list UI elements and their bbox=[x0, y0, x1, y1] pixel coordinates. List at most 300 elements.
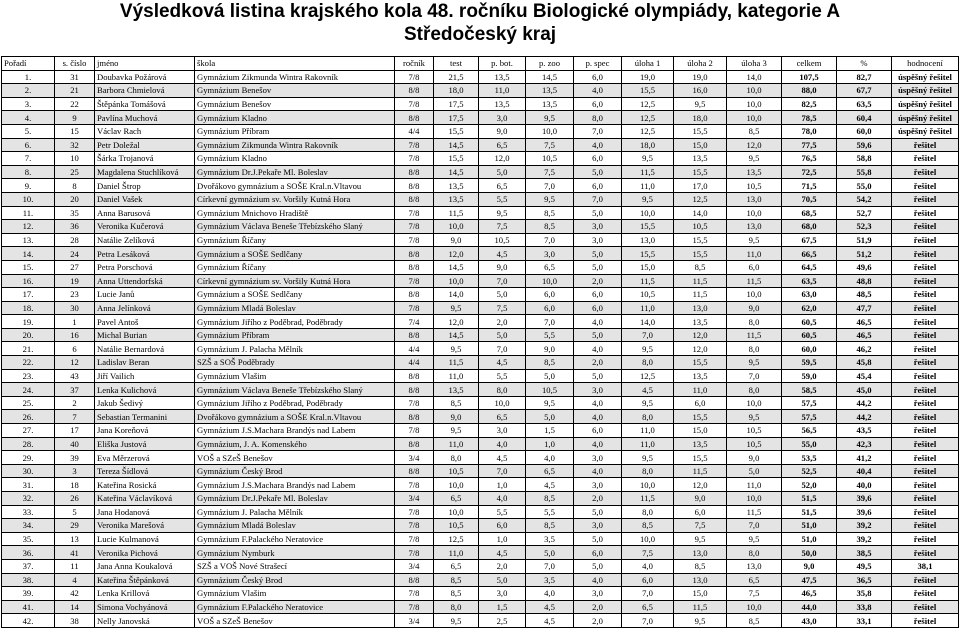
cell-p-spec: 2,0 bbox=[574, 356, 622, 370]
table-row bbox=[2, 505, 959, 519]
cell-total: 77,5 bbox=[782, 138, 837, 152]
cell-task2: 13,5 bbox=[674, 315, 727, 329]
table-header-row bbox=[2, 57, 959, 71]
cell-name: Lenka Krillová bbox=[95, 587, 195, 601]
cell-name: Sebastian Termanini bbox=[95, 410, 195, 424]
table-row bbox=[2, 206, 959, 220]
cell-school: Dvořákovo gymnázium a SOŠE Kral.n.Vltavou bbox=[195, 179, 395, 193]
cell-p-spec: 6,0 bbox=[574, 70, 622, 84]
cell-total: 62,0 bbox=[782, 301, 837, 315]
cell-task3: 10,5 bbox=[727, 437, 782, 451]
cell-name: Daniel Vašek bbox=[95, 192, 195, 206]
cell-percent: 39,6 bbox=[837, 505, 892, 519]
cell-name: Nelly Janovská bbox=[95, 614, 195, 628]
cell-task3: 13,5 bbox=[727, 165, 782, 179]
cell-task2: 13,5 bbox=[674, 369, 727, 383]
table-row bbox=[2, 478, 959, 492]
cell-p-spec: 6,0 bbox=[574, 97, 622, 111]
cell-year: 7/8 bbox=[395, 478, 434, 492]
cell-task1: 8,0 bbox=[622, 505, 674, 519]
cell-task3: 8,0 bbox=[727, 546, 782, 560]
cell-task2: 11,5 bbox=[674, 464, 727, 478]
cell-number: 26 bbox=[55, 492, 95, 506]
cell-rank: 20. bbox=[2, 328, 55, 342]
cell-task3: 9,5 bbox=[727, 233, 782, 247]
results-table bbox=[1, 56, 959, 628]
cell-task1: 8,0 bbox=[622, 356, 674, 370]
cell-percent: 44,2 bbox=[837, 410, 892, 424]
cell-number: 38 bbox=[55, 614, 95, 628]
cell-year: 8/8 bbox=[395, 369, 434, 383]
cell-p-bot: 10,5 bbox=[479, 233, 526, 247]
cell-p-spec: 3,0 bbox=[574, 233, 622, 247]
cell-rank: 10. bbox=[2, 192, 55, 206]
cell-rating: řešitel bbox=[892, 505, 959, 519]
table-row bbox=[2, 288, 959, 302]
cell-percent: 49,5 bbox=[837, 559, 892, 573]
header-uloha1: úloha 1 bbox=[622, 57, 674, 71]
cell-p-spec: 6,0 bbox=[574, 301, 622, 315]
cell-rank: 38. bbox=[2, 573, 55, 587]
cell-p-spec: 5,0 bbox=[574, 260, 622, 274]
cell-name: Natálie Zelíková bbox=[95, 233, 195, 247]
cell-p-bot: 6,5 bbox=[479, 179, 526, 193]
table-row bbox=[2, 410, 959, 424]
cell-rating: řešitel bbox=[892, 301, 959, 315]
cell-p-zoo: 7,5 bbox=[526, 165, 574, 179]
cell-number: 35 bbox=[55, 206, 95, 220]
table-row bbox=[2, 437, 959, 451]
cell-task1: 11,5 bbox=[622, 165, 674, 179]
cell-rank: 12. bbox=[2, 220, 55, 234]
cell-number: 30 bbox=[55, 301, 95, 315]
cell-task2: 13,0 bbox=[674, 546, 727, 560]
cell-p-zoo: 5,5 bbox=[526, 505, 574, 519]
cell-total: 9,0 bbox=[782, 559, 837, 573]
cell-task2: 6,0 bbox=[674, 505, 727, 519]
cell-task2: 13,0 bbox=[674, 573, 727, 587]
cell-p-spec: 6,0 bbox=[574, 546, 622, 560]
cell-p-bot: 6,5 bbox=[479, 138, 526, 152]
cell-task1: 10,0 bbox=[622, 478, 674, 492]
cell-task1: 12,5 bbox=[622, 369, 674, 383]
cell-percent: 36,5 bbox=[837, 573, 892, 587]
cell-task3: 8,5 bbox=[727, 614, 782, 628]
table-row bbox=[2, 233, 959, 247]
cell-task3: 8,0 bbox=[727, 315, 782, 329]
cell-task2: 18,0 bbox=[674, 111, 727, 125]
cell-total: 76,5 bbox=[782, 152, 837, 166]
header-test: test bbox=[434, 57, 479, 71]
header-poradi: Pořadí bbox=[2, 57, 55, 71]
cell-p-bot: 3,0 bbox=[479, 587, 526, 601]
cell-rating: řešitel bbox=[892, 478, 959, 492]
cell-p-spec: 5,0 bbox=[574, 532, 622, 546]
cell-task1: 11,0 bbox=[622, 301, 674, 315]
cell-test: 9,0 bbox=[434, 233, 479, 247]
cell-rating: úspěšný řešitel bbox=[892, 124, 959, 138]
cell-name: Veronika Marešová bbox=[95, 519, 195, 533]
cell-rank: 16. bbox=[2, 274, 55, 288]
cell-task1: 9,5 bbox=[622, 152, 674, 166]
cell-rank: 32. bbox=[2, 492, 55, 506]
cell-p-bot: 6,0 bbox=[479, 519, 526, 533]
cell-year: 3/4 bbox=[395, 559, 434, 573]
cell-p-zoo: 8,5 bbox=[526, 519, 574, 533]
cell-school: Gymnázium J. Palacha Mělník bbox=[195, 505, 395, 519]
cell-year: 8/8 bbox=[395, 573, 434, 587]
cell-percent: 54,2 bbox=[837, 192, 892, 206]
cell-percent: 52,3 bbox=[837, 220, 892, 234]
cell-p-bot: 4,5 bbox=[479, 356, 526, 370]
cell-school: SZŠ a SOŠ Poděbrady bbox=[195, 356, 395, 370]
table-row bbox=[2, 165, 959, 179]
cell-task2: 15,5 bbox=[674, 410, 727, 424]
cell-p-zoo: 4,0 bbox=[526, 451, 574, 465]
cell-name: Kateřina Štěpánková bbox=[95, 573, 195, 587]
cell-test: 6,5 bbox=[434, 492, 479, 506]
cell-test: 9,5 bbox=[434, 424, 479, 438]
cell-name: Eva Měrzerová bbox=[95, 451, 195, 465]
cell-task1: 15,5 bbox=[622, 84, 674, 98]
cell-year: 8/8 bbox=[395, 192, 434, 206]
cell-total: 57,5 bbox=[782, 396, 837, 410]
cell-number: 25 bbox=[55, 165, 95, 179]
cell-total: 71,5 bbox=[782, 179, 837, 193]
cell-percent: 52,7 bbox=[837, 206, 892, 220]
cell-rank: 23. bbox=[2, 369, 55, 383]
cell-total: 50,0 bbox=[782, 546, 837, 560]
cell-task2: 15,5 bbox=[674, 233, 727, 247]
cell-task3: 10,0 bbox=[727, 111, 782, 125]
cell-year: 8/8 bbox=[395, 464, 434, 478]
cell-task2: 15,5 bbox=[674, 165, 727, 179]
cell-number: 16 bbox=[55, 328, 95, 342]
cell-school: Gymnázium Václava Beneše Třebízského Slaný bbox=[195, 220, 395, 234]
cell-rating: řešitel bbox=[892, 220, 959, 234]
cell-task3: 11,0 bbox=[727, 478, 782, 492]
table-row bbox=[2, 573, 959, 587]
cell-year: 7/8 bbox=[395, 206, 434, 220]
cell-number: 14 bbox=[55, 600, 95, 614]
table-row bbox=[2, 315, 959, 329]
cell-p-zoo: 10,5 bbox=[526, 152, 574, 166]
table-row bbox=[2, 532, 959, 546]
cell-task3: 6,0 bbox=[727, 260, 782, 274]
cell-total: 52,0 bbox=[782, 478, 837, 492]
cell-percent: 82,7 bbox=[837, 70, 892, 84]
cell-rating: řešitel bbox=[892, 152, 959, 166]
cell-year: 7/8 bbox=[395, 519, 434, 533]
cell-year: 8/8 bbox=[395, 383, 434, 397]
cell-rating: řešitel bbox=[892, 383, 959, 397]
cell-percent: 48,8 bbox=[837, 274, 892, 288]
cell-percent: 33,8 bbox=[837, 600, 892, 614]
cell-year: 7/8 bbox=[395, 424, 434, 438]
cell-year: 7/8 bbox=[395, 301, 434, 315]
cell-total: 55,0 bbox=[782, 437, 837, 451]
cell-rank: 37. bbox=[2, 559, 55, 573]
cell-school: Gymnázium a SOŠE Sedlčany bbox=[195, 288, 395, 302]
cell-number: 9 bbox=[55, 111, 95, 125]
cell-task2: 19,0 bbox=[674, 70, 727, 84]
cell-task3: 9,5 bbox=[727, 532, 782, 546]
cell-test: 11,0 bbox=[434, 546, 479, 560]
cell-task1: 7,0 bbox=[622, 587, 674, 601]
cell-p-spec: 2,0 bbox=[574, 274, 622, 288]
cell-p-spec: 5,0 bbox=[574, 559, 622, 573]
cell-school: Gymnázium Nymburk bbox=[195, 546, 395, 560]
cell-task2: 10,5 bbox=[674, 220, 727, 234]
cell-p-bot: 5,0 bbox=[479, 165, 526, 179]
cell-task2: 12,0 bbox=[674, 478, 727, 492]
cell-number: 11 bbox=[55, 559, 95, 573]
cell-rank: 24. bbox=[2, 383, 55, 397]
cell-p-bot: 3,0 bbox=[479, 111, 526, 125]
cell-task1: 11,5 bbox=[622, 274, 674, 288]
table-row bbox=[2, 274, 959, 288]
cell-p-spec: 6,0 bbox=[574, 179, 622, 193]
cell-rank: 41. bbox=[2, 600, 55, 614]
cell-school: SZŠ a VOŠ Nové Strašecí bbox=[195, 559, 395, 573]
cell-year: 3/4 bbox=[395, 492, 434, 506]
cell-year: 8/8 bbox=[395, 437, 434, 451]
cell-percent: 59,6 bbox=[837, 138, 892, 152]
cell-task3: 8,0 bbox=[727, 342, 782, 356]
cell-test: 15,5 bbox=[434, 152, 479, 166]
cell-test: 11,5 bbox=[434, 356, 479, 370]
cell-p-bot: 8,0 bbox=[479, 383, 526, 397]
cell-task1: 9,5 bbox=[622, 192, 674, 206]
cell-p-zoo: 6,5 bbox=[526, 260, 574, 274]
cell-year: 8/8 bbox=[395, 111, 434, 125]
cell-rank: 28. bbox=[2, 437, 55, 451]
cell-total: 51,5 bbox=[782, 492, 837, 506]
cell-p-zoo: 9,5 bbox=[526, 192, 574, 206]
cell-rating: řešitel bbox=[892, 260, 959, 274]
cell-p-spec: 6,0 bbox=[574, 152, 622, 166]
cell-rank: 39. bbox=[2, 587, 55, 601]
cell-total: 59,0 bbox=[782, 369, 837, 383]
header-uloha2: úloha 2 bbox=[674, 57, 727, 71]
cell-number: 21 bbox=[55, 84, 95, 98]
cell-p-zoo: 4,5 bbox=[526, 478, 574, 492]
cell-p-bot: 13,5 bbox=[479, 70, 526, 84]
cell-year: 8/8 bbox=[395, 410, 434, 424]
cell-p-zoo: 6,0 bbox=[526, 301, 574, 315]
cell-name: Jana Anna Koukalová bbox=[95, 559, 195, 573]
cell-p-zoo: 5,5 bbox=[526, 328, 574, 342]
cell-task3: 11,0 bbox=[727, 247, 782, 261]
cell-school: Gymnázium, J. A. Komenského bbox=[195, 437, 395, 451]
cell-year: 8/8 bbox=[395, 260, 434, 274]
cell-p-zoo: 7,0 bbox=[526, 179, 574, 193]
cell-number: 12 bbox=[55, 356, 95, 370]
cell-school: Gymnázium J.S.Machara Brandýs nad Labem bbox=[195, 478, 395, 492]
cell-task3: 13,0 bbox=[727, 192, 782, 206]
cell-p-bot: 6,5 bbox=[479, 410, 526, 424]
cell-rating: 38,1 bbox=[892, 559, 959, 573]
cell-rating: řešitel bbox=[892, 369, 959, 383]
cell-rating: řešitel bbox=[892, 600, 959, 614]
cell-rank: 8. bbox=[2, 165, 55, 179]
table-row bbox=[2, 84, 959, 98]
cell-percent: 48,5 bbox=[837, 288, 892, 302]
cell-p-spec: 4,0 bbox=[574, 84, 622, 98]
cell-number: 18 bbox=[55, 478, 95, 492]
cell-task1: 8,0 bbox=[622, 410, 674, 424]
cell-number: 17 bbox=[55, 424, 95, 438]
cell-test: 10,5 bbox=[434, 519, 479, 533]
cell-task1: 7,0 bbox=[622, 328, 674, 342]
cell-task1: 6,5 bbox=[622, 600, 674, 614]
cell-p-zoo: 9,0 bbox=[526, 342, 574, 356]
cell-test: 15,5 bbox=[434, 124, 479, 138]
cell-p-spec: 4,0 bbox=[574, 138, 622, 152]
cell-task2: 13,5 bbox=[674, 437, 727, 451]
cell-p-zoo: 10,0 bbox=[526, 124, 574, 138]
cell-number: 4 bbox=[55, 573, 95, 587]
cell-task1: 12,5 bbox=[622, 111, 674, 125]
cell-name: Ladislav Beran bbox=[95, 356, 195, 370]
cell-rank: 17. bbox=[2, 288, 55, 302]
header-pbot: p. bot. bbox=[479, 57, 526, 71]
cell-p-bot: 1,5 bbox=[479, 600, 526, 614]
cell-school: Gymnázium Český Brod bbox=[195, 573, 395, 587]
cell-p-zoo: 4,5 bbox=[526, 614, 574, 628]
cell-task1: 10,0 bbox=[622, 532, 674, 546]
cell-p-bot: 2,0 bbox=[479, 315, 526, 329]
cell-task1: 11,0 bbox=[622, 424, 674, 438]
cell-task2: 15,0 bbox=[674, 138, 727, 152]
cell-rank: 21. bbox=[2, 342, 55, 356]
cell-school: Gymnázium Jiřího z Poděbrad, Poděbrady bbox=[195, 315, 395, 329]
cell-name: Jana Koreňová bbox=[95, 424, 195, 438]
cell-rating: úspěšný řešitel bbox=[892, 70, 959, 84]
cell-school: Gymnázium Benešov bbox=[195, 84, 395, 98]
cell-p-spec: 3,0 bbox=[574, 587, 622, 601]
cell-task1: 14,0 bbox=[622, 315, 674, 329]
cell-p-spec: 8,0 bbox=[574, 111, 622, 125]
cell-percent: 46,5 bbox=[837, 315, 892, 329]
cell-task3: 13,0 bbox=[727, 559, 782, 573]
cell-percent: 35,8 bbox=[837, 587, 892, 601]
cell-p-zoo: 14,5 bbox=[526, 70, 574, 84]
cell-test: 13,5 bbox=[434, 383, 479, 397]
cell-number: 37 bbox=[55, 383, 95, 397]
cell-percent: 44,2 bbox=[837, 396, 892, 410]
cell-task1: 8,5 bbox=[622, 519, 674, 533]
page-title-line2: Středočeský kraj bbox=[403, 24, 557, 45]
cell-number: 1 bbox=[55, 315, 95, 329]
cell-school: Gymnázium Zikmunda Wintra Rakovník bbox=[195, 70, 395, 84]
cell-task1: 11,0 bbox=[622, 179, 674, 193]
cell-name: Veronika Kučerová bbox=[95, 220, 195, 234]
cell-number: 22 bbox=[55, 97, 95, 111]
cell-p-spec: 7,0 bbox=[574, 124, 622, 138]
cell-p-spec: 5,0 bbox=[574, 369, 622, 383]
cell-task3: 10,0 bbox=[727, 288, 782, 302]
cell-number: 6 bbox=[55, 342, 95, 356]
cell-test: 21,5 bbox=[434, 70, 479, 84]
cell-percent: 42,3 bbox=[837, 437, 892, 451]
cell-year: 4/4 bbox=[395, 356, 434, 370]
cell-task1: 11,0 bbox=[622, 437, 674, 451]
cell-rank: 19. bbox=[2, 315, 55, 329]
table-row bbox=[2, 519, 959, 533]
cell-test: 12,5 bbox=[434, 532, 479, 546]
cell-rank: 11. bbox=[2, 206, 55, 220]
cell-task2: 12,5 bbox=[674, 192, 727, 206]
cell-task3: 10,0 bbox=[727, 600, 782, 614]
cell-task2: 13,0 bbox=[674, 301, 727, 315]
cell-name: Eliška Justová bbox=[95, 437, 195, 451]
cell-percent: 55,8 bbox=[837, 165, 892, 179]
cell-percent: 40,4 bbox=[837, 464, 892, 478]
cell-task2: 11,5 bbox=[674, 288, 727, 302]
cell-name: Šárka Trojanová bbox=[95, 152, 195, 166]
cell-percent: 43,5 bbox=[837, 424, 892, 438]
cell-task3: 10,0 bbox=[727, 492, 782, 506]
cell-p-zoo: 4,5 bbox=[526, 600, 574, 614]
cell-test: 13,5 bbox=[434, 179, 479, 193]
cell-p-spec: 7,0 bbox=[574, 192, 622, 206]
cell-test: 9,5 bbox=[434, 342, 479, 356]
cell-total: 68,5 bbox=[782, 206, 837, 220]
cell-school: Gymnázium J. Palacha Mělník bbox=[195, 342, 395, 356]
cell-total: 47,5 bbox=[782, 573, 837, 587]
cell-school: Gymnázium Kladno bbox=[195, 111, 395, 125]
cell-p-spec: 4,0 bbox=[574, 464, 622, 478]
cell-name: Tereza Šídlová bbox=[95, 464, 195, 478]
cell-p-zoo: 13,5 bbox=[526, 97, 574, 111]
cell-name: Daniel Štrop bbox=[95, 179, 195, 193]
cell-school: Gymnázium Mladá Boleslav bbox=[195, 519, 395, 533]
cell-test: 11,0 bbox=[434, 369, 479, 383]
cell-rating: řešitel bbox=[892, 437, 959, 451]
header-pspec: p. spec bbox=[574, 57, 622, 71]
cell-test: 10,5 bbox=[434, 464, 479, 478]
cell-number: 43 bbox=[55, 369, 95, 383]
cell-number: 5 bbox=[55, 505, 95, 519]
cell-task2: 13,5 bbox=[674, 152, 727, 166]
header-celkem: celkem bbox=[782, 57, 837, 71]
cell-school: Gymnázium Příbram bbox=[195, 124, 395, 138]
cell-task1: 6,0 bbox=[622, 573, 674, 587]
header-cislo: s. číslo bbox=[55, 57, 95, 71]
table-row bbox=[2, 70, 959, 84]
cell-task1: 12,5 bbox=[622, 97, 674, 111]
cell-rank: 29. bbox=[2, 451, 55, 465]
cell-task3: 11,5 bbox=[727, 274, 782, 288]
cell-name: Kateřina Václavíková bbox=[95, 492, 195, 506]
cell-p-zoo: 5,0 bbox=[526, 369, 574, 383]
cell-name: Jiří Vailich bbox=[95, 369, 195, 383]
cell-rating: řešitel bbox=[892, 410, 959, 424]
cell-name: Doubavka Požárová bbox=[95, 70, 195, 84]
cell-name: Barbora Chmielová bbox=[95, 84, 195, 98]
cell-task2: 15,5 bbox=[674, 247, 727, 261]
cell-rank: 18. bbox=[2, 301, 55, 315]
cell-rating: řešitel bbox=[892, 315, 959, 329]
cell-school: Gymnázium F.Palackého Neratovice bbox=[195, 532, 395, 546]
cell-school: Gymnázium Kladno bbox=[195, 152, 395, 166]
cell-task2: 6,0 bbox=[674, 396, 727, 410]
cell-p-zoo: 8,5 bbox=[526, 356, 574, 370]
cell-rating: řešitel bbox=[892, 274, 959, 288]
cell-test: 11,5 bbox=[434, 206, 479, 220]
cell-rating: řešitel bbox=[892, 233, 959, 247]
